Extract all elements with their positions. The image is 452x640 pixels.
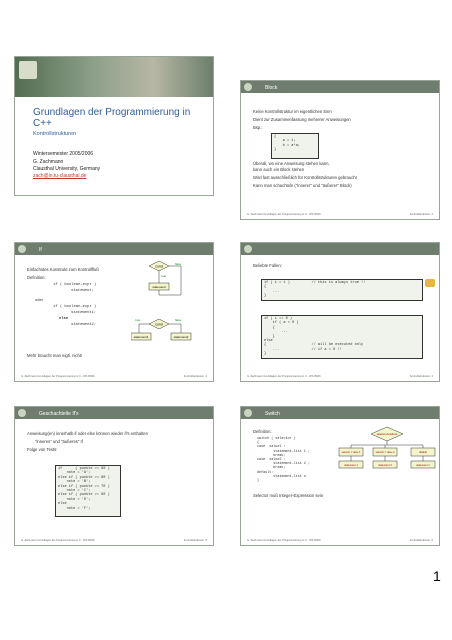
code-block: { a = 1; b = a*a; }: [271, 133, 319, 159]
slide-title: If: [39, 247, 42, 253]
slide-title: [14, 56, 214, 196]
slide-switch: [240, 406, 440, 546]
bullet-4b: kann auch ein Block stehen: [253, 167, 305, 172]
def2-line2: statement1;: [71, 311, 97, 315]
campus-photo-strip: [15, 57, 213, 97]
oder-label: oder: [35, 297, 44, 302]
footer-left: G. Zachmann Grundlagen der Programmierung in C - WS 05/06: [21, 539, 95, 542]
slide-logo-icon: [244, 409, 252, 417]
selector-label: selector-Ausdruck: [376, 433, 398, 436]
bullet-1: Anweisung(en) innerhalb if oder else können wieder if's enthalten: [27, 431, 148, 436]
footer-right: Kontrollstrukturen, 2: [409, 213, 433, 216]
bullet-6: Kann man schachteln ("innerer" und "äußerer" Block): [253, 183, 352, 188]
slide-logo-icon: [244, 83, 252, 91]
false-label-2: false: [175, 318, 182, 322]
def1-line1: if ( boolean-expr ): [53, 283, 97, 287]
slide-fallen: [240, 242, 440, 382]
slide-nested-if: [14, 406, 214, 546]
affiliation: Clausthal University, Germany: [33, 166, 101, 172]
last-bullet: Mehr braucht man eigtl. nicht!: [27, 353, 83, 358]
slide-band: [241, 243, 439, 255]
statement1-label: statement1: [133, 335, 149, 339]
statement-label: statement: [152, 285, 166, 289]
footer-left: G. Zachmann Grundlagen der Programmierung in C - WS 05/06: [247, 213, 321, 216]
bullet-5: Wird fast ausschließlich für Kontrollstrukturen gebraucht: [253, 175, 357, 180]
code-grade-chain: if ( punkte >= 90 ) note = 'A'; else if ( punkte >= 80 ) note = 'B'; else if ( punkte >= 70 ) note = 'C'; else if ( punkte >= 60 ) note = 'D'; else note = 'F';: [55, 465, 121, 517]
true-label-1: true: [161, 274, 167, 278]
bullet-list: [27, 431, 207, 455]
code-trap-2: if ( i == 0 ) if ( a < 0 ) { ... } else { // will be executed only ... // if a < 0 !! }: [261, 315, 423, 359]
if-flowchart: [131, 257, 211, 367]
warning-icon: [425, 279, 435, 287]
slide-logo-icon: [18, 245, 26, 253]
footer-left: G. Zachmann Grundlagen der Programmierung in C - WS 05/06: [247, 539, 321, 542]
university-logo: [19, 61, 37, 79]
bullet-1: Keine Kontrollstruktur im eigentlichen Sinn: [253, 109, 332, 114]
def2-line4: statement2;: [71, 323, 97, 327]
bullet-1: Definition:: [253, 429, 272, 434]
case-value2-label: selector = value 2: [375, 451, 395, 454]
slide-logo-icon: [18, 409, 26, 417]
footer-left: G. Zachmann Grundlagen der Programmierung in C - WS 05/06: [247, 375, 321, 378]
switch-syntax: switch ( selector ) { case value1 : statement-list 1 ; break; case value2 : statement-list 2 ; break; default: statement-list n }: [257, 437, 310, 484]
bullet-list: [253, 109, 433, 133]
page-number: 1: [433, 568, 441, 584]
def1-line2: statement;: [71, 289, 94, 293]
code-trap-1: if ( i = 1 ) // this is always true !! { ... }: [261, 279, 423, 301]
email-link[interactable]: zach@in.tu-clausthal.de: [33, 173, 87, 179]
footer-right: Kontrollstrukturen, 6: [409, 539, 433, 542]
slide-title: Block: [265, 85, 278, 91]
true-label-2: true: [135, 318, 141, 322]
slide-logo-icon: [244, 245, 252, 253]
bullet-1: Beliebte Fallen:: [253, 263, 282, 268]
cond-label-2: cond: [155, 322, 163, 327]
bullet-3: Bsp.:: [253, 125, 263, 130]
slide-title: Geschachtelte If's: [39, 411, 79, 417]
author: G. Zachmann: [33, 159, 64, 165]
bullet-2: Folge von Tests:: [27, 447, 58, 452]
case-value1-label: selector = value 1: [341, 451, 361, 454]
footer-right: Kontrollstrukturen, 4: [409, 375, 433, 378]
statementn-label: statement n: [416, 464, 430, 467]
slide-heading: Grundlagen der Programmierung in C++: [33, 107, 191, 129]
bullet-2: Dient zur Zusammenfassung mehrerer Anweisungen: [253, 117, 351, 122]
slide-title: Switch: [265, 411, 280, 417]
footer-right: Kontrollstrukturen, 3: [183, 375, 207, 378]
def2-line1: if ( boolean-expr ): [53, 305, 97, 309]
default-label: default: [419, 451, 427, 454]
switch-flowchart: [337, 425, 437, 495]
bullet-1: Einfachstes Konstrukt zum Kontrollfluß: [27, 267, 99, 272]
statement1-label: statement 1: [344, 464, 358, 467]
cond-label-1: cond: [155, 264, 163, 269]
bullet-1a: "inneres" und "äußeres" If: [35, 439, 83, 444]
footer-right: Kontrollstrukturen, 5: [183, 539, 207, 542]
slide-band: [15, 243, 213, 255]
bullet-2: Definition:: [27, 275, 46, 280]
statement2-label: statement2: [173, 335, 189, 339]
term: Wintersemester 2005/2006: [33, 151, 94, 157]
statement2-label: statement 2: [378, 464, 392, 467]
bullet-4: Überall, wo eine Anweisung stehen kann,: [253, 161, 330, 166]
bullet-list-2: [253, 161, 433, 191]
slide-block: [240, 80, 440, 220]
false-label-1: false: [175, 262, 182, 266]
def2-line3: else: [59, 317, 69, 321]
footer-left: G. Zachmann Grundlagen der Programmierung in C - WS 05/06: [21, 375, 95, 378]
slide-if: [14, 242, 214, 382]
slide-subtitle: Kontrollstrukturen: [33, 131, 77, 137]
last-bullet: Selector muß Integer-Expression sein: [253, 493, 324, 498]
